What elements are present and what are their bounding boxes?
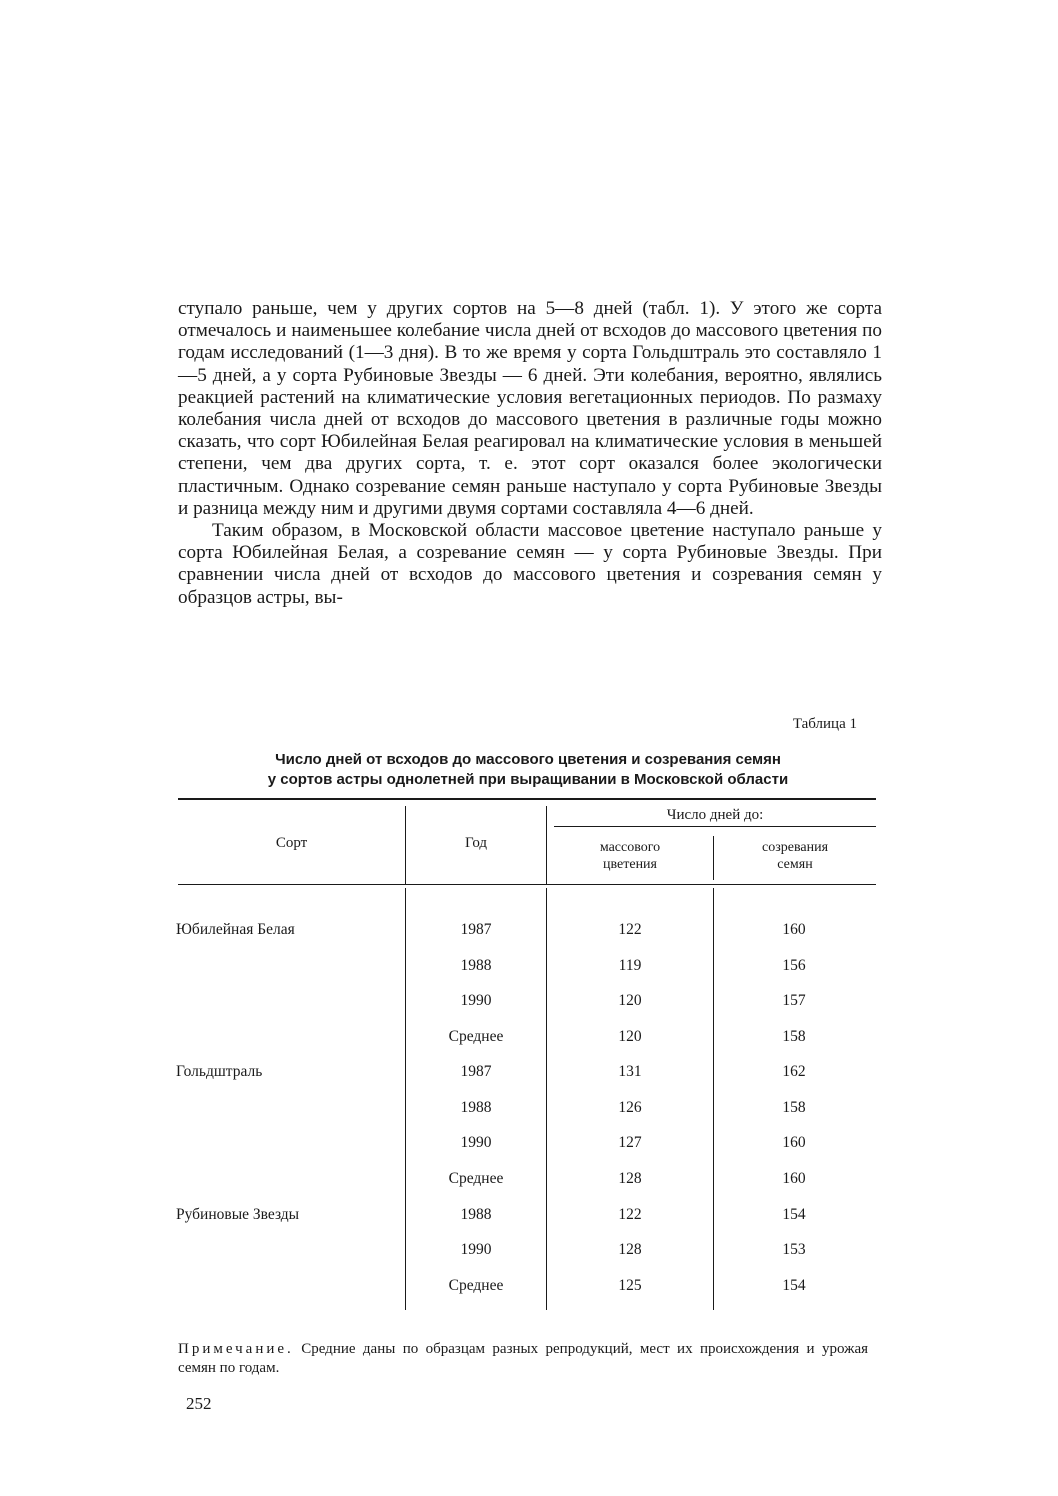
cell-sort: Гольдштраль [176, 1063, 263, 1080]
cell-year: 1990 [460, 1241, 492, 1258]
cell-year: 1988 [460, 1099, 492, 1116]
cell-ripening: 158 [782, 1028, 806, 1045]
header-ripening-line-1: созревания [761, 840, 829, 855]
cell-flowering: 127 [618, 1134, 642, 1151]
cell-year: 1990 [460, 1134, 492, 1151]
header-bottom-rule [178, 884, 876, 885]
table-title-line-1: Число дней от всходов до массового цветения и созревания семян [275, 751, 781, 768]
cell-flowering: 131 [618, 1063, 642, 1080]
days-header-rule [554, 826, 876, 827]
cell-sort: Рубиновые Звезды [176, 1206, 300, 1223]
cell-ripening: 154 [782, 1277, 806, 1294]
cell-year: 1988 [460, 957, 492, 974]
paragraph-2: Таким образом, в Московской области массовое цветение наступало раньше у сорта Юбилейная Белая, а созревание семян — у сорта Рубиновые Звезды. При сравнении числа дней от всходов до массового цветения и созревания семян у образцов астры, вы- [178, 520, 882, 608]
cell-ripening: 160 [782, 1134, 806, 1151]
cell-flowering: 119 [618, 957, 642, 974]
header-flowering-line-2: цветения [603, 857, 657, 872]
header-ripening [714, 839, 876, 873]
cell-flowering: 126 [618, 1099, 642, 1116]
cell-year: 1987 [460, 1063, 492, 1080]
cell-ripening: 153 [782, 1241, 806, 1258]
cell-ripening: 158 [782, 1099, 806, 1116]
cell-year: Среднее [448, 1170, 504, 1187]
page-number: 252 [186, 1394, 212, 1413]
note-label: Примечание. [178, 1341, 294, 1357]
cell-sort: Юбилейная Белая [176, 921, 295, 938]
cell-year: 1990 [460, 992, 492, 1009]
table-title-line-2: у сортов астры однолетней при выращивании в Московской области [267, 771, 789, 788]
table-top-rule [178, 798, 876, 800]
cell-ripening: 160 [782, 921, 806, 938]
cell-flowering: 120 [618, 992, 642, 1009]
header-flowering [547, 839, 713, 873]
header-days-to: Число дней до: [666, 807, 764, 823]
cell-year: 1987 [460, 921, 492, 938]
cell-flowering: 128 [618, 1170, 642, 1187]
body-text [178, 298, 882, 609]
cell-ripening: 157 [782, 992, 806, 1009]
table-title [178, 750, 878, 790]
cell-flowering: 128 [618, 1241, 642, 1258]
cell-ripening: 162 [782, 1063, 806, 1080]
table-note [178, 1340, 868, 1378]
paragraph-1: ступало раньше, чем у других сортов на 5—8 дней (табл. 1). У этого же сорта отмечалось и наименьшее колебание числа дней от всходов до массового цветения по годам исследований (1—3 дня). В то же время у сорта Гольдштраль это составляло 1—5 дней, а у сорта Рубиновые Звезды — 6 дней. Эти колебания, вероятно, являлись реакцией растений на климатические условия вегетационных периодов. По размаху колебания числа дней от всходов до массового цветения в различные годы можно сказать, что сорт Юбилейная Белая реагировал на климатические условия в меньшей степени, чем два других сорта, т. е. этот сорт оказался более экологически пластичным. Однако созревание семян раньше наступало у сорта Рубиновые Звезды и разница между ним и другими двумя сортами составляла 4—6 дней. [178, 298, 882, 519]
cell-year: Среднее [448, 1028, 504, 1045]
cell-year: Среднее [448, 1277, 504, 1294]
cell-year: 1988 [460, 1206, 492, 1223]
cell-flowering: 120 [618, 1028, 642, 1045]
header-sort: Сорт [275, 835, 308, 851]
header-flowering-line-1: массового [599, 840, 661, 855]
header-year: Год [464, 835, 488, 851]
cell-ripening: 154 [782, 1206, 806, 1223]
cell-flowering: 122 [618, 1206, 642, 1223]
note-text: Средние даны по образцам разных репродукций, мест их происхождения и урожая семян по годам. [178, 1341, 868, 1376]
header-ripening-line-2: семян [777, 857, 813, 872]
cell-flowering: 122 [618, 921, 642, 938]
cell-ripening: 156 [782, 957, 806, 974]
table-label: Таблица 1 [792, 716, 857, 732]
cell-flowering: 125 [618, 1277, 642, 1294]
cell-ripening: 160 [782, 1170, 806, 1187]
